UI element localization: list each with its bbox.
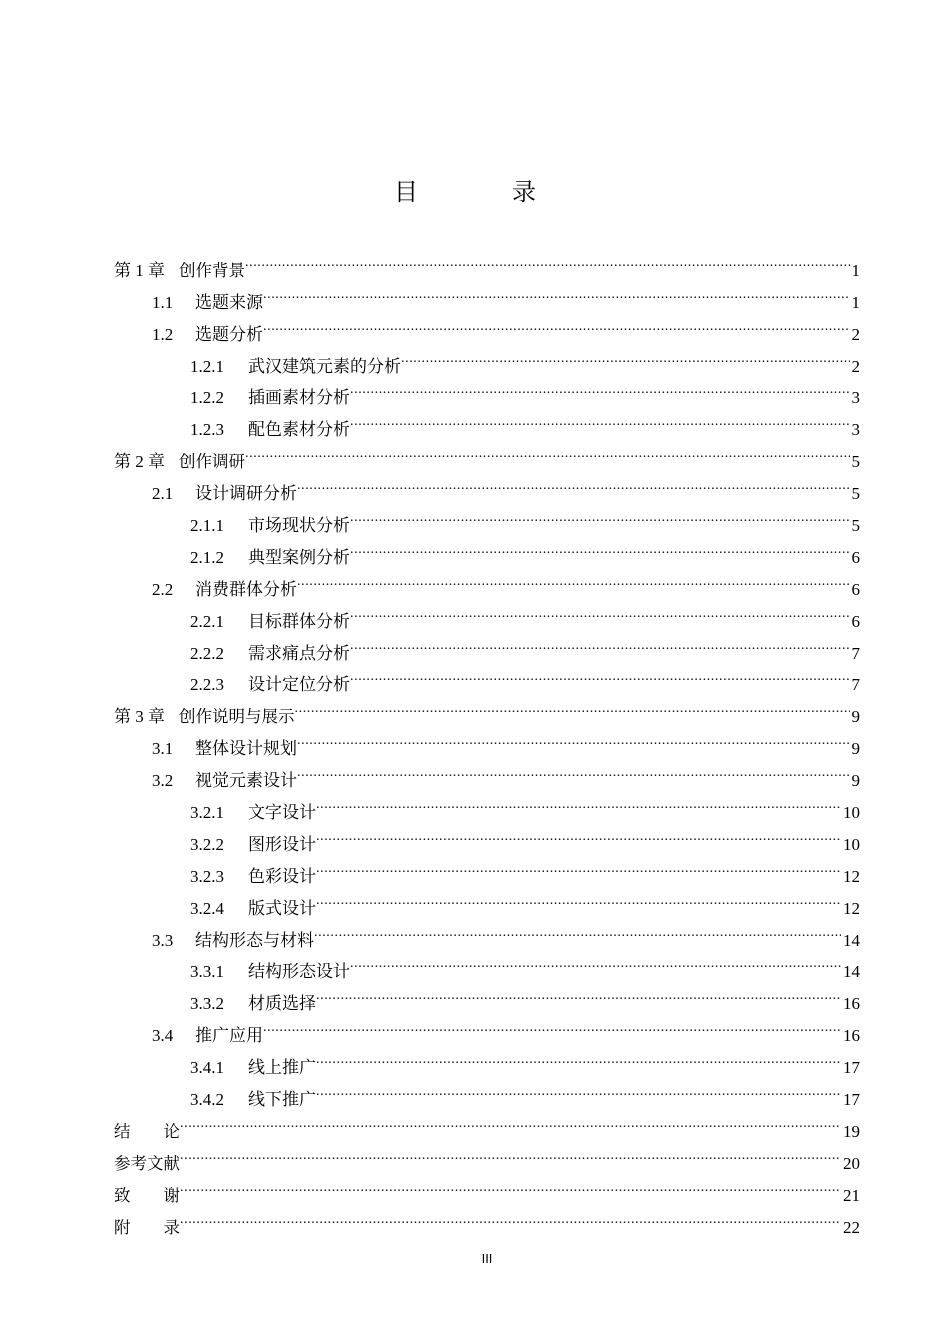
table-of-contents bbox=[114, 244, 860, 1237]
toc-entry-page: 10 bbox=[843, 803, 860, 823]
toc-entry-title: 目标群体分析 bbox=[248, 611, 350, 631]
toc-entry-page: 5 bbox=[851, 516, 860, 536]
toc-entry-number: 1.2.1 bbox=[190, 356, 224, 376]
toc-entry-title: 典型案例分析 bbox=[248, 547, 350, 567]
toc-entry-page: 7 bbox=[851, 675, 860, 695]
toc-entry-page: 17 bbox=[843, 1090, 860, 1110]
dot-leader bbox=[316, 1041, 841, 1073]
toc-entry-number: 第 1 章 bbox=[114, 260, 165, 280]
toc-entry-title: 市场现状分析 bbox=[248, 516, 350, 536]
toc-entry-number: 1.2.3 bbox=[190, 420, 224, 440]
toc-entry[interactable] bbox=[114, 1169, 860, 1205]
toc-entry-number: 2.2.2 bbox=[190, 643, 224, 663]
dot-leader bbox=[180, 1105, 841, 1137]
toc-entry-title: 创作背景 bbox=[179, 260, 245, 280]
toc-entry-title: 附 录 bbox=[114, 1217, 180, 1237]
toc-entry-number: 2.2.1 bbox=[190, 611, 224, 631]
dot-leader bbox=[245, 435, 850, 467]
toc-entry-page: 10 bbox=[843, 834, 860, 854]
toc-entry-title: 线下推广 bbox=[248, 1090, 316, 1110]
toc-entry-number: 3.3 bbox=[152, 930, 174, 950]
toc-entry-page: 6 bbox=[851, 611, 860, 631]
dot-leader bbox=[297, 563, 850, 595]
toc-entry-number: 3.2.2 bbox=[190, 834, 224, 854]
toc-entry-title: 配色素材分析 bbox=[248, 420, 350, 440]
toc-entry-number: 2.2 bbox=[152, 579, 174, 599]
toc-entry-page: 16 bbox=[843, 1026, 860, 1046]
toc-entry-page: 14 bbox=[843, 930, 860, 950]
toc-entry-title: 结构形态设计 bbox=[248, 962, 350, 982]
toc-entry-title: 创作调研 bbox=[179, 452, 245, 472]
toc-entry-page: 20 bbox=[843, 1153, 860, 1173]
dot-leader bbox=[297, 722, 850, 754]
toc-entry-title: 消费群体分析 bbox=[195, 579, 297, 599]
dot-leader bbox=[314, 914, 841, 946]
toc-entry-number: 3.4 bbox=[152, 1026, 174, 1046]
dot-leader bbox=[180, 1201, 841, 1233]
toc-entry-number: 2.1.1 bbox=[190, 516, 224, 536]
toc-entry-title: 材质选择 bbox=[248, 994, 316, 1014]
dot-leader bbox=[350, 659, 850, 691]
toc-entry-number: 3.1 bbox=[152, 739, 174, 759]
toc-entry-number: 2.2.3 bbox=[190, 675, 224, 695]
toc-entry-number: 第 2 章 bbox=[114, 452, 165, 472]
toc-entry-page: 7 bbox=[851, 643, 860, 663]
toc-entry-title: 选题来源 bbox=[195, 292, 263, 312]
toc-entry[interactable] bbox=[114, 1105, 860, 1141]
toc-entry-page: 19 bbox=[843, 1121, 860, 1141]
dot-leader bbox=[180, 1169, 841, 1201]
toc-entry-page: 14 bbox=[843, 962, 860, 982]
toc-entry-number: 3.2 bbox=[152, 771, 174, 791]
toc-entry-page: 5 bbox=[851, 452, 860, 472]
toc-entry-title: 文字设计 bbox=[248, 803, 316, 823]
toc-entry-page: 3 bbox=[851, 420, 860, 440]
toc-entry-number: 3.3.2 bbox=[190, 994, 224, 1014]
page-number: III bbox=[481, 1251, 493, 1266]
toc-entry[interactable] bbox=[114, 244, 860, 280]
toc-entry-number: 2.1.2 bbox=[190, 547, 224, 567]
dot-leader bbox=[263, 1009, 841, 1041]
toc-entry-page: 12 bbox=[843, 866, 860, 886]
toc-entry-page: 21 bbox=[843, 1185, 860, 1205]
toc-entry-page: 6 bbox=[851, 579, 860, 599]
toc-entry[interactable] bbox=[114, 1201, 860, 1237]
toc-entry-title: 结 论 bbox=[114, 1121, 180, 1141]
toc-entry-page: 22 bbox=[843, 1217, 860, 1237]
toc-entry-number: 3.4.1 bbox=[190, 1058, 224, 1078]
dot-leader bbox=[350, 499, 850, 531]
toc-entry-title: 设计定位分析 bbox=[248, 675, 350, 695]
toc-entry-number: 3.3.1 bbox=[190, 962, 224, 982]
toc-entry-page: 9 bbox=[851, 771, 860, 791]
dot-leader bbox=[350, 531, 850, 563]
toc-entry-page: 12 bbox=[843, 898, 860, 918]
dot-leader bbox=[180, 1137, 841, 1169]
toc-entry-number: 1.1 bbox=[152, 292, 174, 312]
toc-entry-title: 图形设计 bbox=[248, 834, 316, 854]
toc-entry-title: 设计调研分析 bbox=[195, 484, 297, 504]
dot-leader bbox=[316, 786, 841, 818]
toc-entry-title: 创作说明与展示 bbox=[179, 707, 295, 727]
toc-entry-title: 插画素材分析 bbox=[248, 388, 350, 408]
dot-leader bbox=[295, 690, 850, 722]
dot-leader bbox=[350, 946, 841, 978]
dot-leader bbox=[316, 850, 841, 882]
toc-entry-page: 2 bbox=[851, 356, 860, 376]
toc-entry-title: 参考文献 bbox=[114, 1153, 180, 1173]
toc-entry-page: 6 bbox=[851, 547, 860, 567]
dot-leader bbox=[316, 1073, 841, 1105]
toc-entry-page: 1 bbox=[851, 260, 860, 280]
page-title: 目 录 bbox=[394, 180, 580, 206]
toc-entry-title: 色彩设计 bbox=[248, 866, 316, 886]
toc-entry-title: 结构形态与材料 bbox=[195, 930, 314, 950]
toc-entry-page: 5 bbox=[851, 484, 860, 504]
toc-entry-title: 致 谢 bbox=[114, 1185, 180, 1205]
dot-leader bbox=[245, 244, 850, 276]
toc-entry-title: 版式设计 bbox=[248, 898, 316, 918]
toc-entry-title: 需求痛点分析 bbox=[248, 643, 350, 663]
toc-entry-page: 2 bbox=[851, 324, 860, 344]
dot-leader bbox=[316, 977, 841, 1009]
dot-leader bbox=[401, 340, 850, 372]
toc-entry-number: 1.2 bbox=[152, 324, 174, 344]
dot-leader bbox=[316, 818, 841, 850]
toc-entry-title: 武汉建筑元素的分析 bbox=[248, 356, 401, 376]
dot-leader bbox=[297, 754, 850, 786]
toc-entry-number: 2.1 bbox=[152, 484, 174, 504]
toc-entry-page: 9 bbox=[851, 707, 860, 727]
dot-leader bbox=[316, 882, 841, 914]
toc-entry-page: 16 bbox=[843, 994, 860, 1014]
toc-entry-title: 线上推广 bbox=[248, 1058, 316, 1078]
toc-entry-title: 视觉元素设计 bbox=[195, 771, 297, 791]
toc-entry-page: 9 bbox=[851, 739, 860, 759]
toc-entry-number: 3.2.3 bbox=[190, 866, 224, 886]
dot-leader bbox=[350, 372, 850, 404]
toc-entry-number: 第 3 章 bbox=[114, 707, 165, 727]
toc-entry-page: 3 bbox=[851, 388, 860, 408]
dot-leader bbox=[350, 627, 850, 659]
toc-entry-number: 3.2.4 bbox=[190, 898, 224, 918]
toc-entry-page: 17 bbox=[843, 1058, 860, 1078]
dot-leader bbox=[297, 467, 850, 499]
dot-leader bbox=[350, 403, 850, 435]
toc-entry-page: 1 bbox=[851, 292, 860, 312]
dot-leader bbox=[350, 595, 850, 627]
toc-entry-title: 推广应用 bbox=[195, 1026, 263, 1046]
toc-entry-title: 整体设计规划 bbox=[195, 739, 297, 759]
toc-entry-number: 1.2.2 bbox=[190, 388, 224, 408]
toc-entry[interactable] bbox=[114, 1137, 860, 1173]
toc-entry-title: 选题分析 bbox=[195, 324, 263, 344]
toc-entry-number: 3.2.1 bbox=[190, 803, 224, 823]
toc-entry-number: 3.4.2 bbox=[190, 1090, 224, 1110]
dot-leader bbox=[263, 276, 850, 308]
dot-leader bbox=[263, 308, 850, 340]
